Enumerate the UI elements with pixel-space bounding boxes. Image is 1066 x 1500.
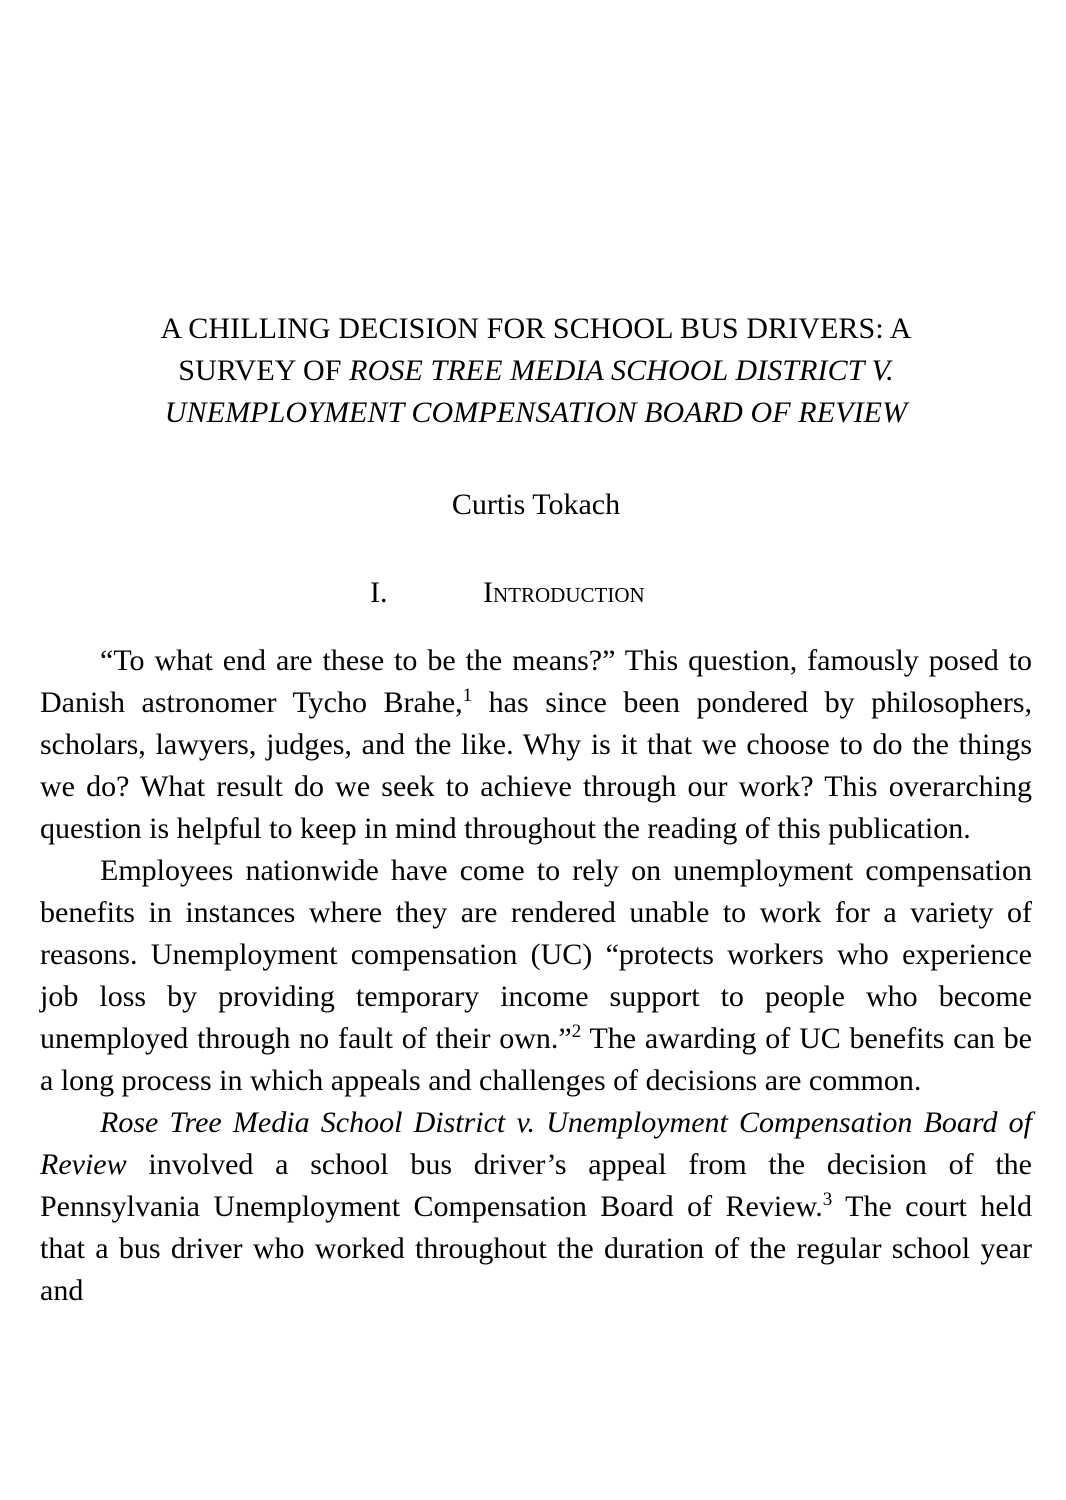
section-title: Introduction <box>483 576 645 609</box>
paragraph-2-text-a: Employees nationwide have come to rely on unemployment compensation benefits in instances where they are rendered unable to work for a variety of reasons. Unemployment compensation (UC) “protects workers who experience job loss by providing temporary income support to people who become unemployed through no fault of their own.” <box>40 854 1032 1055</box>
title-line-2-italic-case-name: ROSE TREE MEDIA SCHOOL DISTRICT V. <box>349 354 894 387</box>
body-text-block <box>40 614 1032 1312</box>
paragraph-1-text-a: “To what end are these to be the means?” This question, famously posed to Danish astronomer Tycho Brahe, <box>40 644 1032 719</box>
title-line-3-italic-case-name: UNEMPLOYMENT COMPENSATION BOARD OF REVIEW <box>164 396 908 429</box>
paragraph-3-case-name: Rose Tree Media School District v. Unemployment Compensation Board of Review <box>40 1106 1032 1181</box>
paragraph-1 <box>40 640 1032 850</box>
title-line-2-roman: SURVEY OF <box>178 354 350 387</box>
page-content <box>40 0 1032 1312</box>
footnote-marker-1[interactable]: 1 <box>462 685 473 706</box>
section-number: I. <box>370 576 388 609</box>
footnote-marker-3[interactable]: 3 <box>822 1189 833 1210</box>
paragraph-3-text-b: The court held that a bus driver who worked throughout the duration of the regular school year and <box>40 1190 1033 1307</box>
paragraph-3-text-a: involved a school bus driver’s appeal from the decision of the Pennsylvania Unemployment Compensation Board of Review. <box>40 1148 1032 1223</box>
paragraph-3 <box>40 1102 1032 1312</box>
footnote-marker-2[interactable]: 2 <box>571 1021 582 1042</box>
page-title <box>40 0 1032 434</box>
author-byline: Curtis Tokach <box>451 488 621 521</box>
paragraph-2-text-b: The awarding of UC benefits can be a long process in which appeals and challenges of decisions are common. <box>40 1022 1032 1097</box>
paragraph-1-text-b: has since been pondered by philosophers, scholars, lawyers, judges, and the like. Why is it that we choose to do the things we do? What result do we seek to achieve through our work? This overarching question is helpful to keep in mind throughout the reading of this publication. <box>40 686 1032 845</box>
paragraph-2 <box>40 850 1032 1102</box>
title-line-1: A CHILLING DECISION FOR SCHOOL BUS DRIVERS: A <box>160 312 912 345</box>
section-heading-introduction <box>40 526 1032 614</box>
